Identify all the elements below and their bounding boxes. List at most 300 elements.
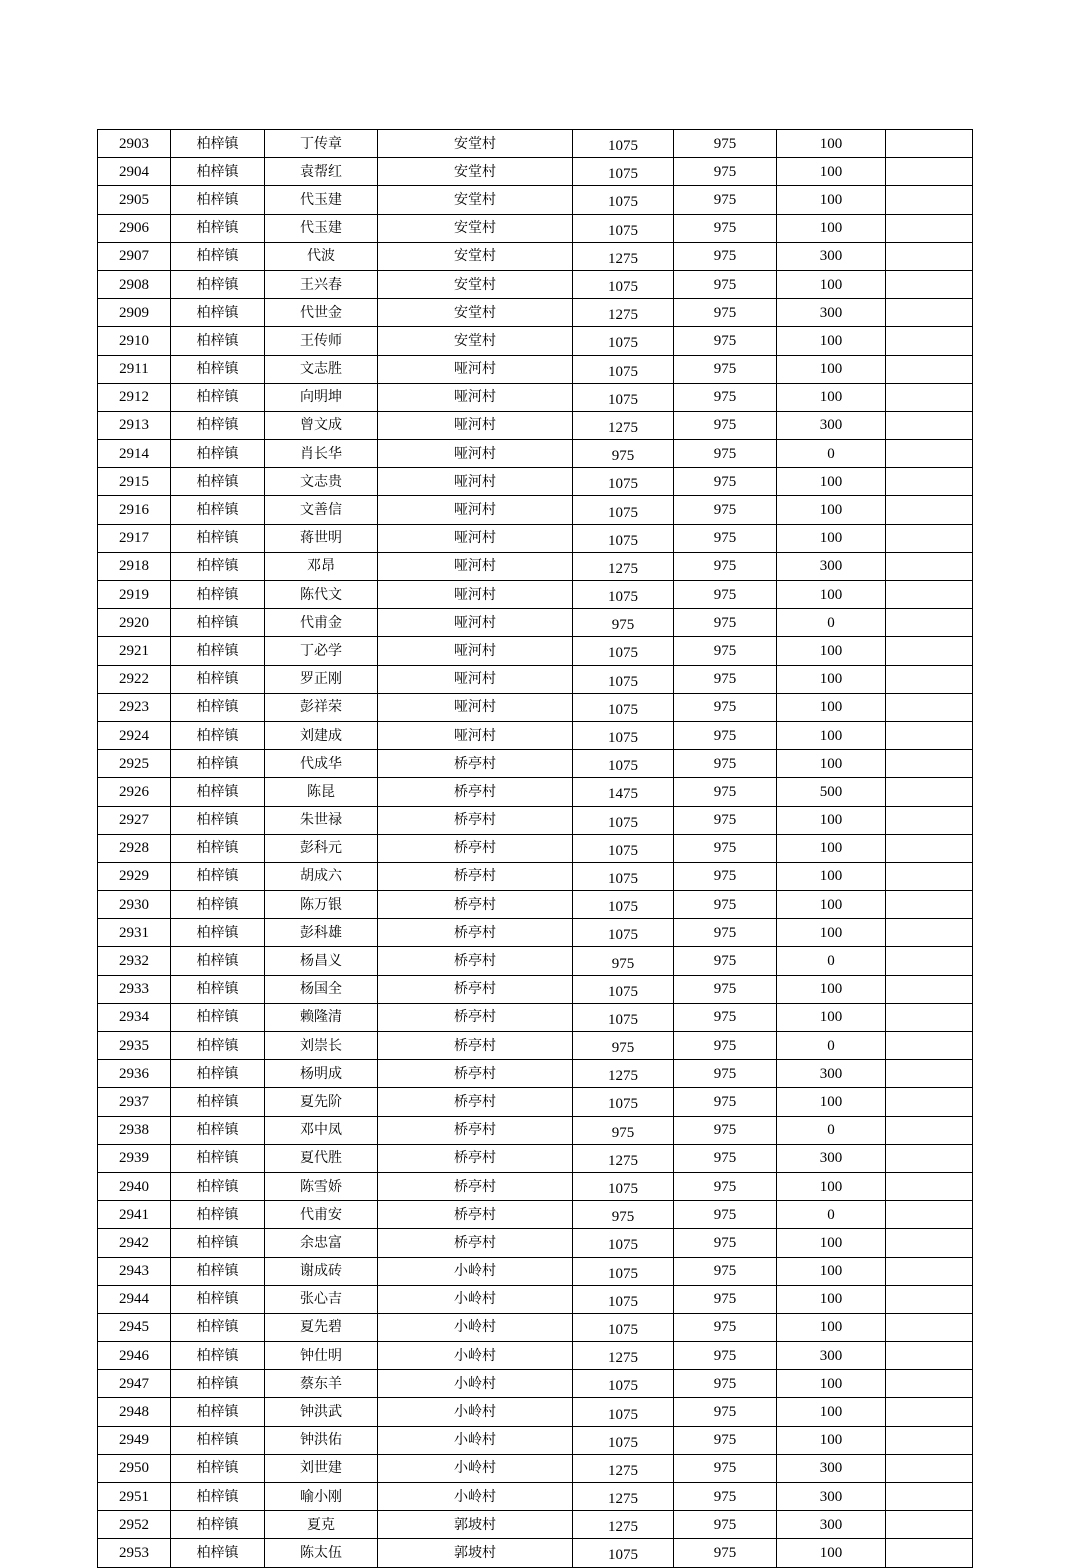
row-number-cell: 2914 (98, 440, 171, 468)
town-cell: 柏梓镇 (171, 609, 265, 637)
row-number-cell: 2945 (98, 1313, 171, 1341)
name-cell: 陈代文 (265, 581, 378, 609)
remark-cell (886, 1201, 973, 1229)
town-cell: 柏梓镇 (171, 1088, 265, 1116)
town-cell: 柏梓镇 (171, 327, 265, 355)
village-cell: 哑河村 (378, 637, 573, 665)
town-cell: 柏梓镇 (171, 947, 265, 975)
village-cell: 哑河村 (378, 496, 573, 524)
row-number-cell: 2919 (98, 581, 171, 609)
town-cell: 柏梓镇 (171, 214, 265, 242)
amount-diff-cell: 100 (777, 975, 886, 1003)
amount-total-cell: 1275 (573, 552, 674, 580)
row-number-cell: 2927 (98, 806, 171, 834)
row-number-cell: 2947 (98, 1370, 171, 1398)
amount-total-cell: 975 (573, 1032, 674, 1060)
table-row (98, 158, 973, 186)
row-number-cell: 2949 (98, 1426, 171, 1454)
table-row (98, 721, 973, 749)
amount-base-cell: 975 (674, 1426, 777, 1454)
name-cell: 代甫金 (265, 609, 378, 637)
amount-base-cell: 975 (674, 1370, 777, 1398)
amount-diff-cell: 100 (777, 891, 886, 919)
town-cell: 柏梓镇 (171, 1370, 265, 1398)
amount-total-cell: 975 (573, 1201, 674, 1229)
name-cell: 曾文成 (265, 411, 378, 439)
village-cell: 哑河村 (378, 383, 573, 411)
town-cell: 柏梓镇 (171, 496, 265, 524)
amount-total-cell: 1075 (573, 214, 674, 242)
remark-cell (886, 496, 973, 524)
row-number-cell: 2935 (98, 1032, 171, 1060)
remark-cell (886, 665, 973, 693)
village-cell: 安堂村 (378, 327, 573, 355)
table-row (98, 1116, 973, 1144)
row-number-cell: 2912 (98, 383, 171, 411)
amount-base-cell: 975 (674, 383, 777, 411)
row-number-cell: 2939 (98, 1144, 171, 1172)
town-cell: 柏梓镇 (171, 1483, 265, 1511)
name-cell: 彭科雄 (265, 919, 378, 947)
table-row (98, 1342, 973, 1370)
amount-diff-cell: 300 (777, 1511, 886, 1539)
data-table (97, 129, 973, 1568)
row-number-cell: 2929 (98, 862, 171, 890)
amount-diff-cell: 300 (777, 1483, 886, 1511)
amount-diff-cell: 100 (777, 806, 886, 834)
remark-cell (886, 1539, 973, 1567)
name-cell: 夏代胜 (265, 1144, 378, 1172)
table-row (98, 552, 973, 580)
amount-total-cell: 1275 (573, 299, 674, 327)
amount-base-cell: 975 (674, 270, 777, 298)
amount-total-cell: 1075 (573, 1257, 674, 1285)
village-cell: 郭坡村 (378, 1539, 573, 1567)
amount-total-cell: 1075 (573, 1003, 674, 1031)
row-number-cell: 2920 (98, 609, 171, 637)
amount-base-cell: 975 (674, 891, 777, 919)
row-number-cell: 2906 (98, 214, 171, 242)
amount-total-cell: 1075 (573, 721, 674, 749)
town-cell: 柏梓镇 (171, 891, 265, 919)
name-cell: 代波 (265, 242, 378, 270)
remark-cell (886, 1032, 973, 1060)
amount-base-cell: 975 (674, 1060, 777, 1088)
row-number-cell: 2931 (98, 919, 171, 947)
table-row (98, 693, 973, 721)
town-cell: 柏梓镇 (171, 524, 265, 552)
town-cell: 柏梓镇 (171, 1398, 265, 1426)
remark-cell (886, 327, 973, 355)
village-cell: 郭坡村 (378, 1511, 573, 1539)
amount-diff-cell: 100 (777, 1003, 886, 1031)
name-cell: 夏克 (265, 1511, 378, 1539)
village-cell: 桥亭村 (378, 1229, 573, 1257)
amount-diff-cell: 100 (777, 355, 886, 383)
row-number-cell: 2940 (98, 1172, 171, 1200)
village-cell: 桥亭村 (378, 919, 573, 947)
village-cell: 安堂村 (378, 186, 573, 214)
row-number-cell: 2918 (98, 552, 171, 580)
remark-cell (886, 214, 973, 242)
town-cell: 柏梓镇 (171, 158, 265, 186)
amount-total-cell: 1075 (573, 975, 674, 1003)
town-cell: 柏梓镇 (171, 975, 265, 1003)
row-number-cell: 2950 (98, 1454, 171, 1482)
amount-base-cell: 975 (674, 778, 777, 806)
remark-cell (886, 947, 973, 975)
amount-base-cell: 975 (674, 637, 777, 665)
village-cell: 小岭村 (378, 1285, 573, 1313)
amount-diff-cell: 100 (777, 1229, 886, 1257)
name-cell: 丁必学 (265, 637, 378, 665)
amount-total-cell: 1075 (573, 1370, 674, 1398)
name-cell: 罗正刚 (265, 665, 378, 693)
row-number-cell: 2913 (98, 411, 171, 439)
amount-diff-cell: 100 (777, 468, 886, 496)
table-row (98, 1511, 973, 1539)
table-row (98, 806, 973, 834)
table-row (98, 1426, 973, 1454)
village-cell: 小岭村 (378, 1257, 573, 1285)
amount-diff-cell: 100 (777, 1426, 886, 1454)
amount-total-cell: 1075 (573, 327, 674, 355)
amount-base-cell: 975 (674, 806, 777, 834)
amount-base-cell: 975 (674, 186, 777, 214)
amount-base-cell: 975 (674, 1454, 777, 1482)
amount-base-cell: 975 (674, 158, 777, 186)
amount-diff-cell: 100 (777, 130, 886, 158)
village-cell: 桥亭村 (378, 1032, 573, 1060)
remark-cell (886, 1426, 973, 1454)
amount-total-cell: 1075 (573, 693, 674, 721)
row-number-cell: 2915 (98, 468, 171, 496)
amount-total-cell: 1075 (573, 1539, 674, 1567)
village-cell: 桥亭村 (378, 778, 573, 806)
amount-diff-cell: 100 (777, 1172, 886, 1200)
amount-total-cell: 1075 (573, 355, 674, 383)
town-cell: 柏梓镇 (171, 468, 265, 496)
amount-base-cell: 975 (674, 665, 777, 693)
amount-total-cell: 1075 (573, 1088, 674, 1116)
amount-diff-cell: 100 (777, 186, 886, 214)
table-row (98, 270, 973, 298)
village-cell: 桥亭村 (378, 1144, 573, 1172)
remark-cell (886, 891, 973, 919)
table-row (98, 750, 973, 778)
remark-cell (886, 552, 973, 580)
row-number-cell: 2942 (98, 1229, 171, 1257)
remark-cell (886, 693, 973, 721)
row-number-cell: 2917 (98, 524, 171, 552)
village-cell: 哑河村 (378, 524, 573, 552)
row-number-cell: 2943 (98, 1257, 171, 1285)
table-row (98, 1144, 973, 1172)
name-cell: 张心吉 (265, 1285, 378, 1313)
amount-total-cell: 1275 (573, 1060, 674, 1088)
name-cell: 钟洪武 (265, 1398, 378, 1426)
table-row (98, 383, 973, 411)
name-cell: 蔡东羊 (265, 1370, 378, 1398)
town-cell: 柏梓镇 (171, 693, 265, 721)
village-cell: 安堂村 (378, 130, 573, 158)
amount-total-cell: 1275 (573, 1454, 674, 1482)
table-row (98, 609, 973, 637)
amount-base-cell: 975 (674, 552, 777, 580)
amount-diff-cell: 0 (777, 1116, 886, 1144)
town-cell: 柏梓镇 (171, 721, 265, 749)
table-row (98, 665, 973, 693)
amount-diff-cell: 0 (777, 609, 886, 637)
village-cell: 桥亭村 (378, 975, 573, 1003)
table-row (98, 778, 973, 806)
town-cell: 柏梓镇 (171, 1060, 265, 1088)
name-cell: 谢成砖 (265, 1257, 378, 1285)
row-number-cell: 2905 (98, 186, 171, 214)
village-cell: 桥亭村 (378, 1172, 573, 1200)
row-number-cell: 2908 (98, 270, 171, 298)
remark-cell (886, 1257, 973, 1285)
amount-total-cell: 1275 (573, 1511, 674, 1539)
table-row (98, 1313, 973, 1341)
amount-total-cell: 1075 (573, 1398, 674, 1426)
row-number-cell: 2948 (98, 1398, 171, 1426)
town-cell: 柏梓镇 (171, 242, 265, 270)
village-cell: 小岭村 (378, 1313, 573, 1341)
row-number-cell: 2944 (98, 1285, 171, 1313)
remark-cell (886, 1483, 973, 1511)
name-cell: 夏先阶 (265, 1088, 378, 1116)
village-cell: 小岭村 (378, 1426, 573, 1454)
amount-base-cell: 975 (674, 919, 777, 947)
remark-cell (886, 411, 973, 439)
name-cell: 丁传章 (265, 130, 378, 158)
town-cell: 柏梓镇 (171, 1257, 265, 1285)
row-number-cell: 2925 (98, 750, 171, 778)
town-cell: 柏梓镇 (171, 1454, 265, 1482)
amount-diff-cell: 300 (777, 411, 886, 439)
name-cell: 袁帮红 (265, 158, 378, 186)
row-number-cell: 2911 (98, 355, 171, 383)
town-cell: 柏梓镇 (171, 1539, 265, 1567)
table-row (98, 355, 973, 383)
row-number-cell: 2951 (98, 1483, 171, 1511)
town-cell: 柏梓镇 (171, 1144, 265, 1172)
amount-total-cell: 975 (573, 947, 674, 975)
village-cell: 哑河村 (378, 609, 573, 637)
amount-base-cell: 975 (674, 411, 777, 439)
remark-cell (886, 778, 973, 806)
amount-total-cell: 1275 (573, 242, 674, 270)
name-cell: 彭祥荣 (265, 693, 378, 721)
table-row (98, 411, 973, 439)
village-cell: 桥亭村 (378, 862, 573, 890)
village-cell: 哑河村 (378, 665, 573, 693)
amount-base-cell: 975 (674, 975, 777, 1003)
town-cell: 柏梓镇 (171, 186, 265, 214)
amount-total-cell: 1075 (573, 637, 674, 665)
remark-cell (886, 186, 973, 214)
village-cell: 哑河村 (378, 440, 573, 468)
amount-base-cell: 975 (674, 1201, 777, 1229)
town-cell: 柏梓镇 (171, 806, 265, 834)
amount-diff-cell: 100 (777, 524, 886, 552)
village-cell: 哑河村 (378, 411, 573, 439)
amount-base-cell: 975 (674, 1483, 777, 1511)
town-cell: 柏梓镇 (171, 1201, 265, 1229)
amount-total-cell: 1475 (573, 778, 674, 806)
amount-total-cell: 1075 (573, 1426, 674, 1454)
village-cell: 哑河村 (378, 693, 573, 721)
amount-diff-cell: 100 (777, 214, 886, 242)
amount-base-cell: 975 (674, 834, 777, 862)
town-cell: 柏梓镇 (171, 581, 265, 609)
table-row (98, 440, 973, 468)
amount-base-cell: 975 (674, 1398, 777, 1426)
name-cell: 陈雪娇 (265, 1172, 378, 1200)
table-row (98, 186, 973, 214)
name-cell: 彭科元 (265, 834, 378, 862)
row-number-cell: 2946 (98, 1342, 171, 1370)
amount-diff-cell: 100 (777, 693, 886, 721)
amount-base-cell: 975 (674, 524, 777, 552)
name-cell: 代成华 (265, 750, 378, 778)
town-cell: 柏梓镇 (171, 750, 265, 778)
amount-base-cell: 975 (674, 1539, 777, 1567)
amount-diff-cell: 300 (777, 1454, 886, 1482)
amount-diff-cell: 100 (777, 270, 886, 298)
name-cell: 刘建成 (265, 721, 378, 749)
remark-cell (886, 383, 973, 411)
remark-cell (886, 158, 973, 186)
village-cell: 小岭村 (378, 1342, 573, 1370)
amount-diff-cell: 100 (777, 1313, 886, 1341)
town-cell: 柏梓镇 (171, 665, 265, 693)
amount-diff-cell: 300 (777, 1342, 886, 1370)
amount-base-cell: 975 (674, 1003, 777, 1031)
amount-total-cell: 1275 (573, 1342, 674, 1370)
town-cell: 柏梓镇 (171, 552, 265, 580)
row-number-cell: 2953 (98, 1539, 171, 1567)
amount-total-cell: 1075 (573, 524, 674, 552)
table-row (98, 1257, 973, 1285)
town-cell: 柏梓镇 (171, 1342, 265, 1370)
amount-total-cell: 1075 (573, 862, 674, 890)
row-number-cell: 2907 (98, 242, 171, 270)
town-cell: 柏梓镇 (171, 1285, 265, 1313)
remark-cell (886, 440, 973, 468)
name-cell: 朱世禄 (265, 806, 378, 834)
amount-diff-cell: 100 (777, 496, 886, 524)
name-cell: 刘世建 (265, 1454, 378, 1482)
amount-diff-cell: 100 (777, 1539, 886, 1567)
row-number-cell: 2924 (98, 721, 171, 749)
remark-cell (886, 468, 973, 496)
name-cell: 陈太伍 (265, 1539, 378, 1567)
amount-total-cell: 1075 (573, 496, 674, 524)
remark-cell (886, 1116, 973, 1144)
amount-total-cell: 1275 (573, 411, 674, 439)
table-row (98, 214, 973, 242)
name-cell: 肖长华 (265, 440, 378, 468)
remark-cell (886, 609, 973, 637)
remark-cell (886, 1229, 973, 1257)
amount-diff-cell: 500 (777, 778, 886, 806)
village-cell: 安堂村 (378, 214, 573, 242)
table-row (98, 1370, 973, 1398)
table-row (98, 834, 973, 862)
row-number-cell: 2952 (98, 1511, 171, 1539)
table-row (98, 919, 973, 947)
name-cell: 赖隆清 (265, 1003, 378, 1031)
name-cell: 钟洪佑 (265, 1426, 378, 1454)
village-cell: 哑河村 (378, 355, 573, 383)
amount-base-cell: 975 (674, 1229, 777, 1257)
amount-base-cell: 975 (674, 1116, 777, 1144)
row-number-cell: 2933 (98, 975, 171, 1003)
amount-base-cell: 975 (674, 214, 777, 242)
remark-cell (886, 1144, 973, 1172)
row-number-cell: 2934 (98, 1003, 171, 1031)
row-number-cell: 2928 (98, 834, 171, 862)
table-body (98, 130, 973, 1568)
village-cell: 小岭村 (378, 1454, 573, 1482)
remark-cell (886, 270, 973, 298)
village-cell: 桥亭村 (378, 891, 573, 919)
amount-diff-cell: 100 (777, 862, 886, 890)
village-cell: 桥亭村 (378, 834, 573, 862)
town-cell: 柏梓镇 (171, 1313, 265, 1341)
remark-cell (886, 637, 973, 665)
remark-cell (886, 1285, 973, 1313)
amount-base-cell: 975 (674, 750, 777, 778)
town-cell: 柏梓镇 (171, 1003, 265, 1031)
amount-diff-cell: 0 (777, 947, 886, 975)
table-row (98, 1398, 973, 1426)
village-cell: 小岭村 (378, 1483, 573, 1511)
amount-diff-cell: 0 (777, 440, 886, 468)
row-number-cell: 2903 (98, 130, 171, 158)
town-cell: 柏梓镇 (171, 299, 265, 327)
village-cell: 桥亭村 (378, 750, 573, 778)
amount-total-cell: 1275 (573, 1144, 674, 1172)
remark-cell (886, 975, 973, 1003)
table-row (98, 299, 973, 327)
amount-total-cell: 1075 (573, 750, 674, 778)
remark-cell (886, 1172, 973, 1200)
row-number-cell: 2910 (98, 327, 171, 355)
remark-cell (886, 355, 973, 383)
table-row (98, 1088, 973, 1116)
amount-base-cell: 975 (674, 130, 777, 158)
name-cell: 文善信 (265, 496, 378, 524)
amount-base-cell: 975 (674, 1285, 777, 1313)
town-cell: 柏梓镇 (171, 834, 265, 862)
amount-total-cell: 1075 (573, 1285, 674, 1313)
amount-diff-cell: 100 (777, 1398, 886, 1426)
amount-base-cell: 975 (674, 327, 777, 355)
amount-total-cell: 1075 (573, 919, 674, 947)
village-cell: 哑河村 (378, 468, 573, 496)
village-cell: 小岭村 (378, 1370, 573, 1398)
amount-diff-cell: 100 (777, 1285, 886, 1313)
remark-cell (886, 919, 973, 947)
row-number-cell: 2922 (98, 665, 171, 693)
amount-base-cell: 975 (674, 1144, 777, 1172)
village-cell: 安堂村 (378, 299, 573, 327)
table-row (98, 327, 973, 355)
row-number-cell: 2938 (98, 1116, 171, 1144)
